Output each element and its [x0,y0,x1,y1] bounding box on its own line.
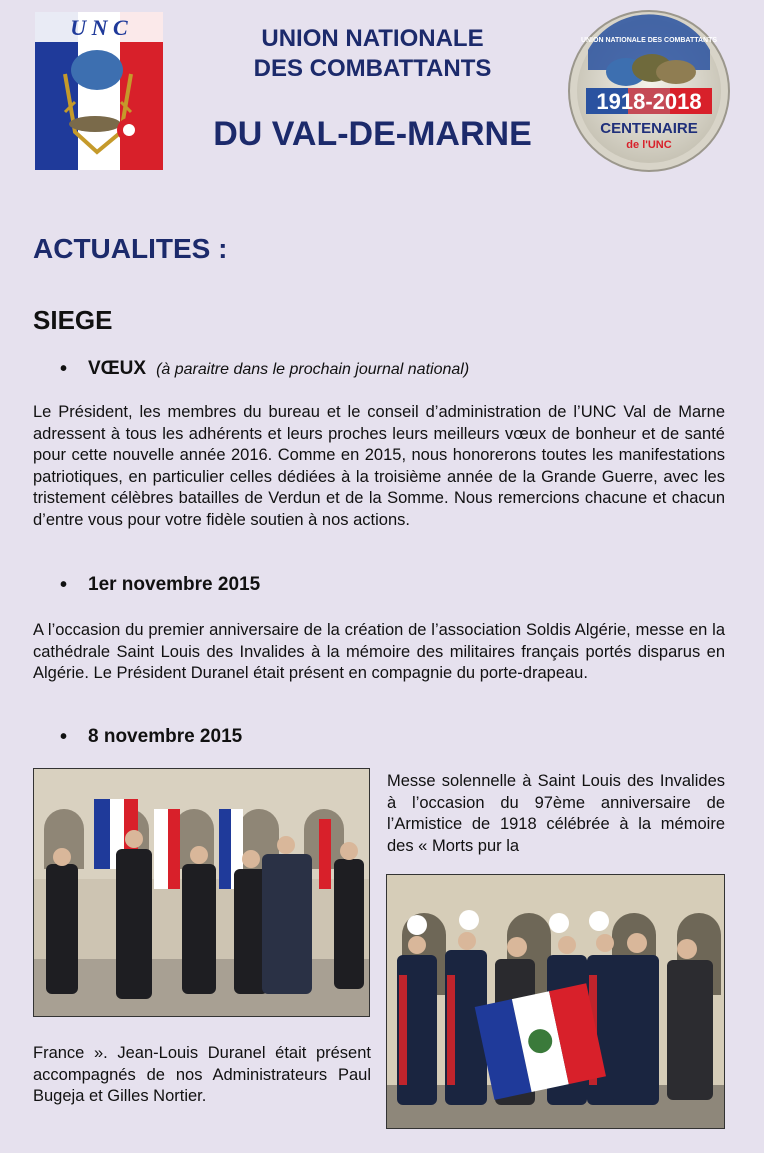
novembre8-paragraph-part2: France ». Jean-Louis Duranel était présent accompagnés de nos Administrateurs Paul Bugeja et Gilles Nortier. [33,1044,371,1105]
novembre8-paragraph-part1: Messe solennelle à Saint Louis des Invalides à l’occasion du 97ème anniversaire de l’Armistice de 1918 célébrée à la mémoire des « Morts pur la [387,772,725,855]
item-title: VŒUX [88,358,147,379]
badge-title: CENTENAIRE [600,120,698,137]
bullet-dot: • [60,358,68,380]
logo-letters: U N C [70,15,128,40]
novembre1-paragraph: A l’occasion du premier anniversaire de la création de l’association Soldis Algérie, messe en la cathédrale Saint Louis des Invalides à la mémoire des militaires français portés disparus en Algérie. Le Président Duranel était présent en compagnie du porte-drapeau. [33,621,725,682]
item-title: 1er novembre 2015 [88,574,261,595]
badge-years: 1918-2018 [596,89,702,114]
unc-logo [35,12,163,170]
org-name [200,24,545,84]
org-line1: UNION NATIONALE [261,25,484,52]
bullet-dot: • [60,726,68,748]
badge-top-text: UNION NATIONALE DES COMBATTANTS [580,37,718,44]
item-note: (à paraitre dans le prochain journal national) [156,361,470,378]
region-title: DU VAL-DE-MARNE [213,115,532,153]
bullet-dot: • [60,574,68,596]
news-heading: ACTUALITES : [33,233,228,264]
photo-delegation [386,874,725,1129]
item-title: 8 novembre 2015 [88,726,243,747]
centenary-badge [568,10,730,172]
siege-heading: SIEGE [33,305,113,335]
badge-subtitle: de l'UNC [626,139,672,151]
voeux-paragraph: Le Président, les membres du bureau et le conseil d’administration de l’UNC Val de Marne adressent à tous les adhérents et leurs proches leurs meilleurs vœux de bonheur et de santé pour cette nouvelle année 2016. Comme en 2015, nous honorerons toutes les manifestations patriotiques, en particulier celles dédiées à la troisième année de la Grande Guerre, avec les tristement célèbres batailles de Verdun et de la Somme. Nous remercions chacune et chacun d’entre vous pour votre fidèle soutien à nos actions. [33,403,725,529]
photo-flag-bearers [33,768,370,1017]
org-line2: DES COMBATTANTS [253,55,492,82]
